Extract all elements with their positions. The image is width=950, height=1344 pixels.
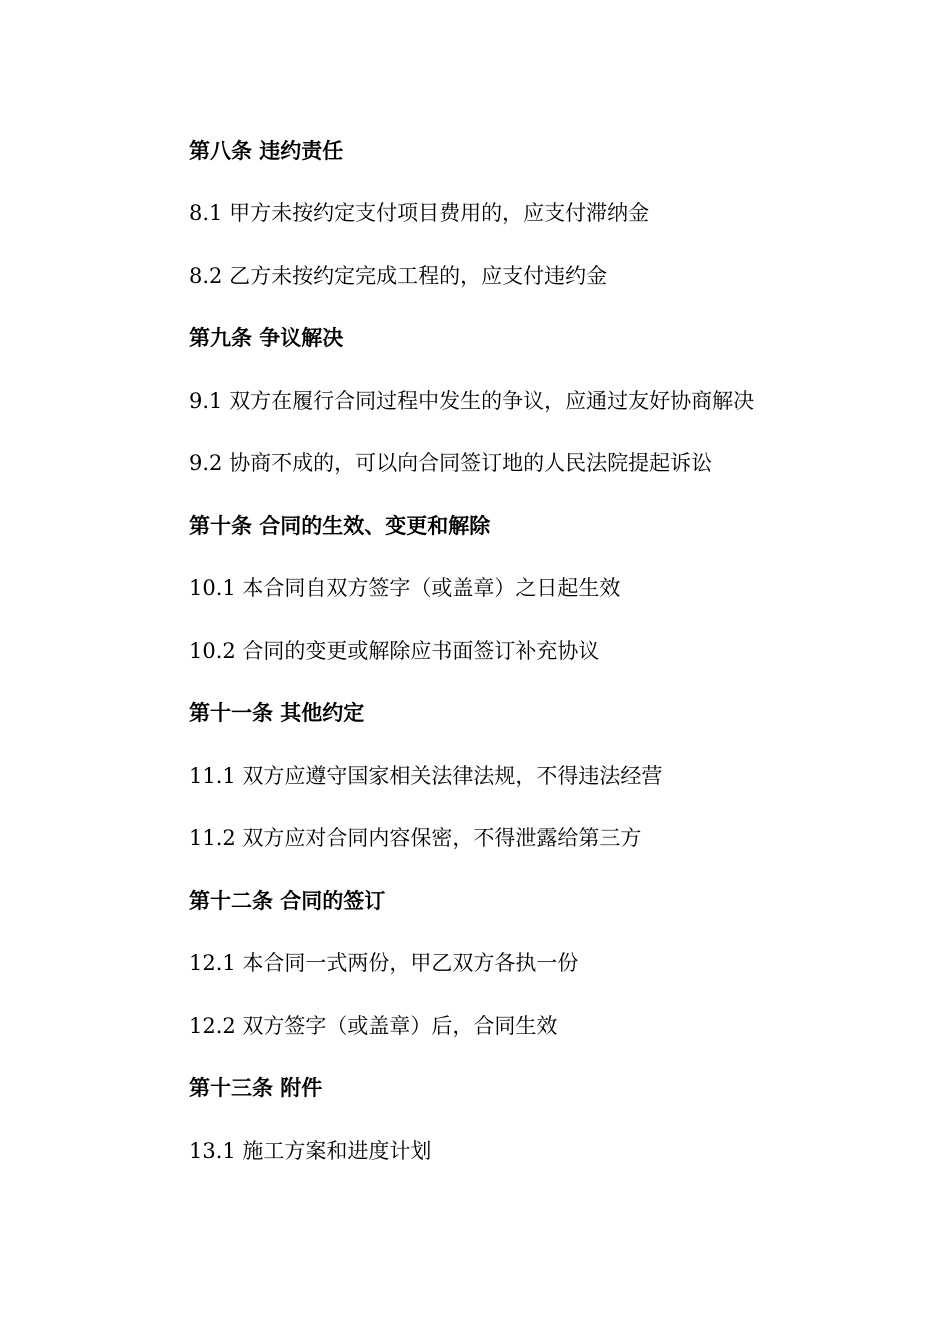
- clause-11-2: 11.2 双方应对合同内容保密，不得泄露给第三方: [189, 826, 642, 850]
- article-12-heading: 第十二条 合同的签订: [189, 889, 386, 913]
- article-9-heading: 第九条 争议解决: [189, 326, 344, 350]
- clause-11-1: 11.1 双方应遵守国家相关法律法规，不得违法经营: [189, 764, 663, 788]
- article-8-heading: 第八条 违约责任: [189, 139, 344, 163]
- clause-13-1: 13.1 施工方案和进度计划: [189, 1139, 432, 1163]
- article-11-heading: 第十一条 其他约定: [189, 701, 365, 725]
- clause-12-1: 12.1 本合同一式两份，甲乙双方各执一份: [189, 951, 579, 975]
- clause-10-1: 10.1 本合同自双方签字（或盖章）之日起生效: [189, 576, 621, 600]
- clause-9-1: 9.1 双方在履行合同过程中发生的争议，应通过友好协商解决: [189, 389, 755, 413]
- clause-8-2: 8.2 乙方未按约定完成工程的，应支付违约金: [189, 264, 608, 288]
- article-13-heading: 第十三条 附件: [189, 1076, 323, 1100]
- clause-12-2: 12.2 双方签字（或盖章）后，合同生效: [189, 1014, 558, 1038]
- clause-8-1: 8.1 甲方未按约定支付项目费用的，应支付滞纳金: [189, 201, 650, 225]
- article-10-heading: 第十条 合同的生效、变更和解除: [189, 514, 491, 538]
- clause-10-2: 10.2 合同的变更或解除应书面签订补充协议: [189, 639, 600, 663]
- clause-9-2: 9.2 协商不成的，可以向合同签订地的人民法院提起诉讼: [189, 451, 713, 475]
